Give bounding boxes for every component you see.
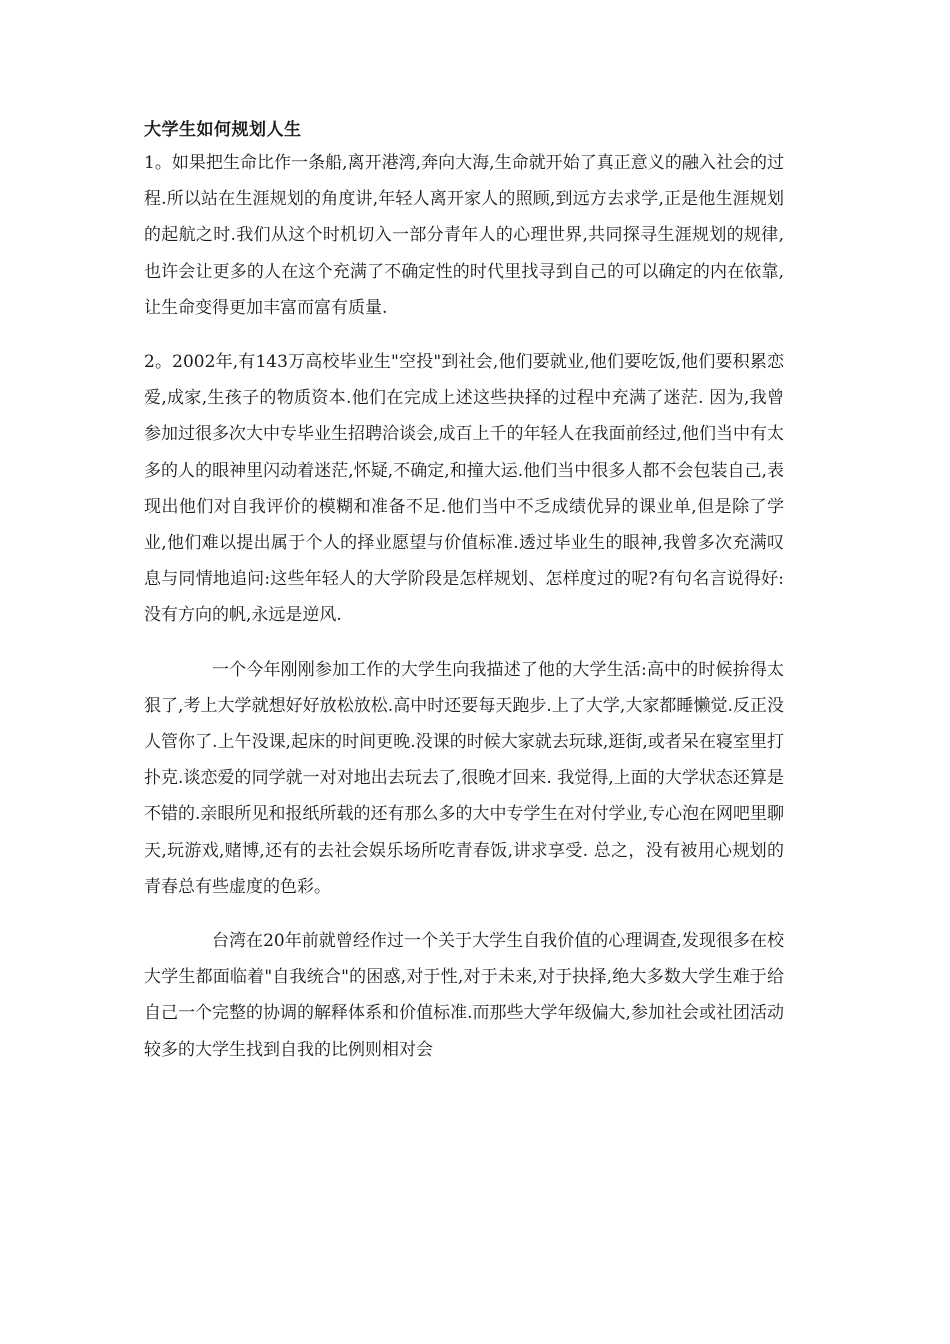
document-body <box>144 118 784 1068</box>
paragraph-3: 一个今年刚刚参加工作的大学生向我描述了他的大学生活:高中的时候拚得太狠了,考上大学就想好好放松放松.高中时还要每天跑步.上了大学,大家都睡懒觉.反正没人管你了.上午没课,起床的时间更晚.没课的时候大家就去玩球,逛街,或者呆在寝室里打扑克.谈恋爱的同学就一对对地出去玩去了,很晚才回来. 我觉得,上面的大学状态还算是不错的.亲眼所见和报纸所载的还有那么多的大中专学生在对付学业,专心泡在网吧里聊天,玩游戏,赌博,还有的去社会娱乐场所吃青春饭,讲求享受. 总之，没有被用心规划的青春总有些虚度的色彩。 <box>144 659 784 897</box>
paragraph-1: 1。如果把生命比作一条船,离开港湾,奔向大海,生命就开始了真正意义的融入社会的过程.所以站在生涯规划的角度讲,年轻人离开家人的照顾,到远方去求学,正是他生涯规划的起航之时.我们从这个时机切入一部分青年人的心理世界,共同探寻生涯规划的规律,也许会让更多的人在这个充满了不确定性的时代里找寻到自己的可以确定的内在依靠,让生命变得更加丰富而富有质量. <box>144 153 784 318</box>
paragraph-4: 台湾在20年前就曾经作过一个关于大学生自我价值的心理调查,发现很多在校大学生都面临着"自我统合"的困惑,对于性,对于未来,对于抉择,绝大多数大学生难于给自己一个完整的协调的解释体系和价值标准.而那些大学年级偏大,参加社会或社团活动较多的大学生找到自我的比例则相对会 <box>144 931 784 1060</box>
document-title: 大学生如何规划人生 <box>144 120 302 140</box>
paragraph-2: 2。2002年,有143万高校毕业生"空投"到社会,他们要就业,他们要吃饭,他们要积累恋爱,成家,生孩子的物质资本.他们在完成上述这些抉择的过程中充满了迷茫. 因为,我曾参加过很多次大中专毕业生招聘洽谈会,成百上千的年轻人在我面前经过,他们当中有太多的人的眼神里闪动着迷茫,怀疑,不确定,和撞大运.他们当中很多人都不会包装自己,表现出他们对自我评价的模糊和准备不足.他们当中不乏成绩优异的课业单,但是除了学业,他们难以提出属于个人的择业愿望与价值标准.透过毕业生的眼神,我曾多次充满叹息与同情地追问:这些年轻人的大学阶段是怎样规划、怎样度过的呢?有句名言说得好:没有方向的帆,永远是逆风. <box>144 352 784 626</box>
